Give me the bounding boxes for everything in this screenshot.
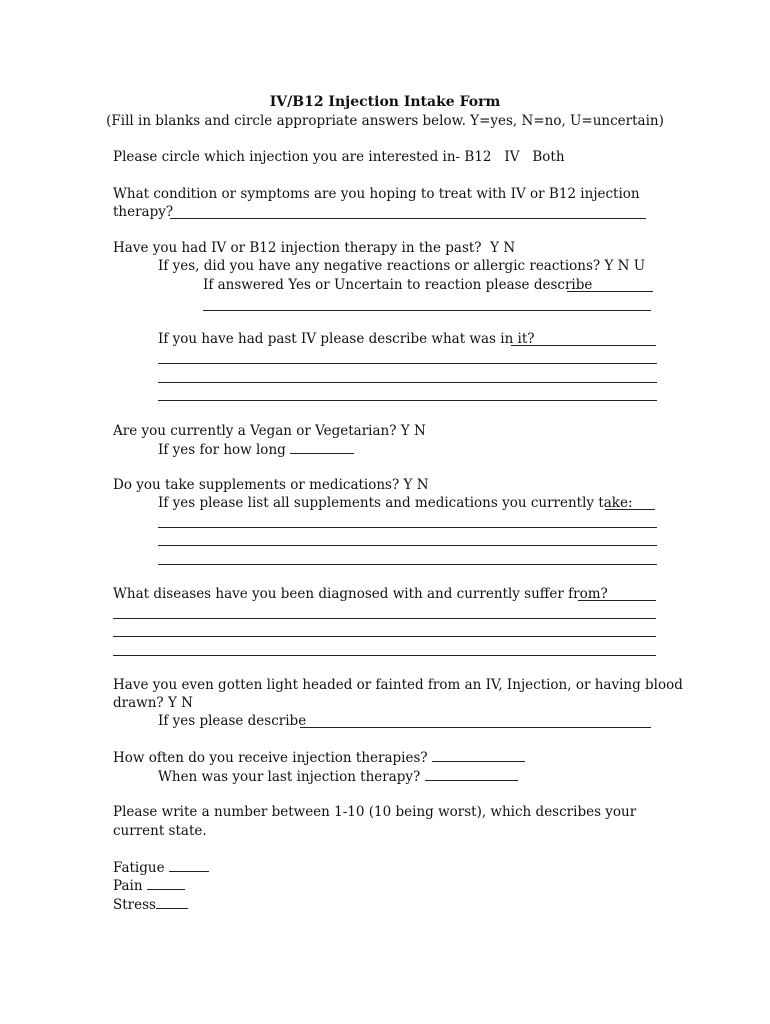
reaction-describe-line-1[interactable] <box>567 291 653 292</box>
pain-blank[interactable] <box>147 876 185 890</box>
past-iv-line-3[interactable] <box>158 382 657 383</box>
past-iv-line-4[interactable] <box>158 400 657 401</box>
fainted-question: Have you even gotten light headed or fainted from an IV, Injection, or having blood <box>113 677 683 693</box>
vegan-question: Are you currently a Vegan or Vegetarian? Y N <box>113 423 426 439</box>
past-therapy-question: Have you had IV or B12 injection therapy in the past? Y N <box>113 240 516 256</box>
condition-question: What condition or symptoms are you hoping to treat with IV or B12 injection <box>113 186 640 202</box>
diseases-line-4[interactable] <box>113 655 656 656</box>
fainted-question-cont: drawn? Y N <box>113 695 193 711</box>
diseases-line-2[interactable] <box>113 618 656 619</box>
past-iv-line-2[interactable] <box>158 363 657 364</box>
form-instructions: (Fill in blanks and circle appropriate answers below. Y=yes, N=no, U=uncertain) <box>106 113 664 129</box>
supplements-line-1[interactable] <box>605 509 655 510</box>
injection-type-label: Please circle which injection you are interested in- <box>113 149 461 165</box>
last-injection-blank[interactable] <box>425 767 518 781</box>
last-injection-question: When was your last injection therapy? <box>158 767 518 786</box>
diseases-line-3[interactable] <box>113 636 656 637</box>
past-iv-contents-question: If you have had past IV please describe what was in it? <box>158 331 535 347</box>
option-b12[interactable]: B12 <box>464 149 492 165</box>
vegan-duration-blank[interactable] <box>290 440 354 454</box>
injection-type-question <box>113 148 565 166</box>
fatigue-blank[interactable] <box>169 858 209 872</box>
rating-instructions: Please write a number between 1-10 (10 being worst), which describes your <box>113 804 637 820</box>
stress-blank[interactable] <box>156 895 188 909</box>
form-title: IV/B12 Injection Intake Form <box>269 94 501 110</box>
frequency-question: How often do you receive injection therapies? <box>113 748 525 767</box>
supplements-question: Do you take supplements or medications? Y N <box>113 477 429 493</box>
condition-answer-line[interactable] <box>170 218 646 219</box>
supplements-line-3[interactable] <box>158 545 657 546</box>
option-both[interactable]: Both <box>532 149 565 165</box>
rating-fatigue: Fatigue <box>113 858 209 877</box>
rating-pain: Pain <box>113 876 185 895</box>
fainted-describe-question: If yes please describe <box>158 713 307 729</box>
rating-instructions-cont: current state. <box>113 823 207 839</box>
rating-stress: Stress <box>113 895 188 914</box>
past-therapy-options[interactable]: Y N <box>490 240 516 256</box>
negative-reaction-options[interactable]: Y N U <box>604 258 646 274</box>
fainted-options[interactable]: Y N <box>167 695 193 711</box>
supplements-options[interactable]: Y N <box>403 477 429 493</box>
fainted-describe-line[interactable] <box>300 727 651 728</box>
supplements-list-question: If yes please list all supplements and medications you currently take: <box>158 495 633 511</box>
frequency-blank[interactable] <box>432 748 525 762</box>
past-iv-line-1[interactable] <box>511 345 656 346</box>
reaction-describe-line-2[interactable] <box>203 310 651 311</box>
option-iv[interactable]: IV <box>504 149 520 165</box>
reaction-describe-question: If answered Yes or Uncertain to reaction please describe <box>203 277 593 293</box>
vegan-duration-question: If yes for how long <box>158 440 354 459</box>
supplements-line-4[interactable] <box>158 564 657 565</box>
diseases-question: What diseases have you been diagnosed with and currently suffer from? <box>113 586 608 602</box>
vegan-options[interactable]: Y N <box>400 423 426 439</box>
negative-reaction-question: If yes, did you have any negative reactions or allergic reactions? Y N U <box>158 258 646 274</box>
supplements-line-2[interactable] <box>158 527 657 528</box>
condition-question-cont: therapy? <box>113 204 174 220</box>
diseases-line-1[interactable] <box>578 600 656 601</box>
